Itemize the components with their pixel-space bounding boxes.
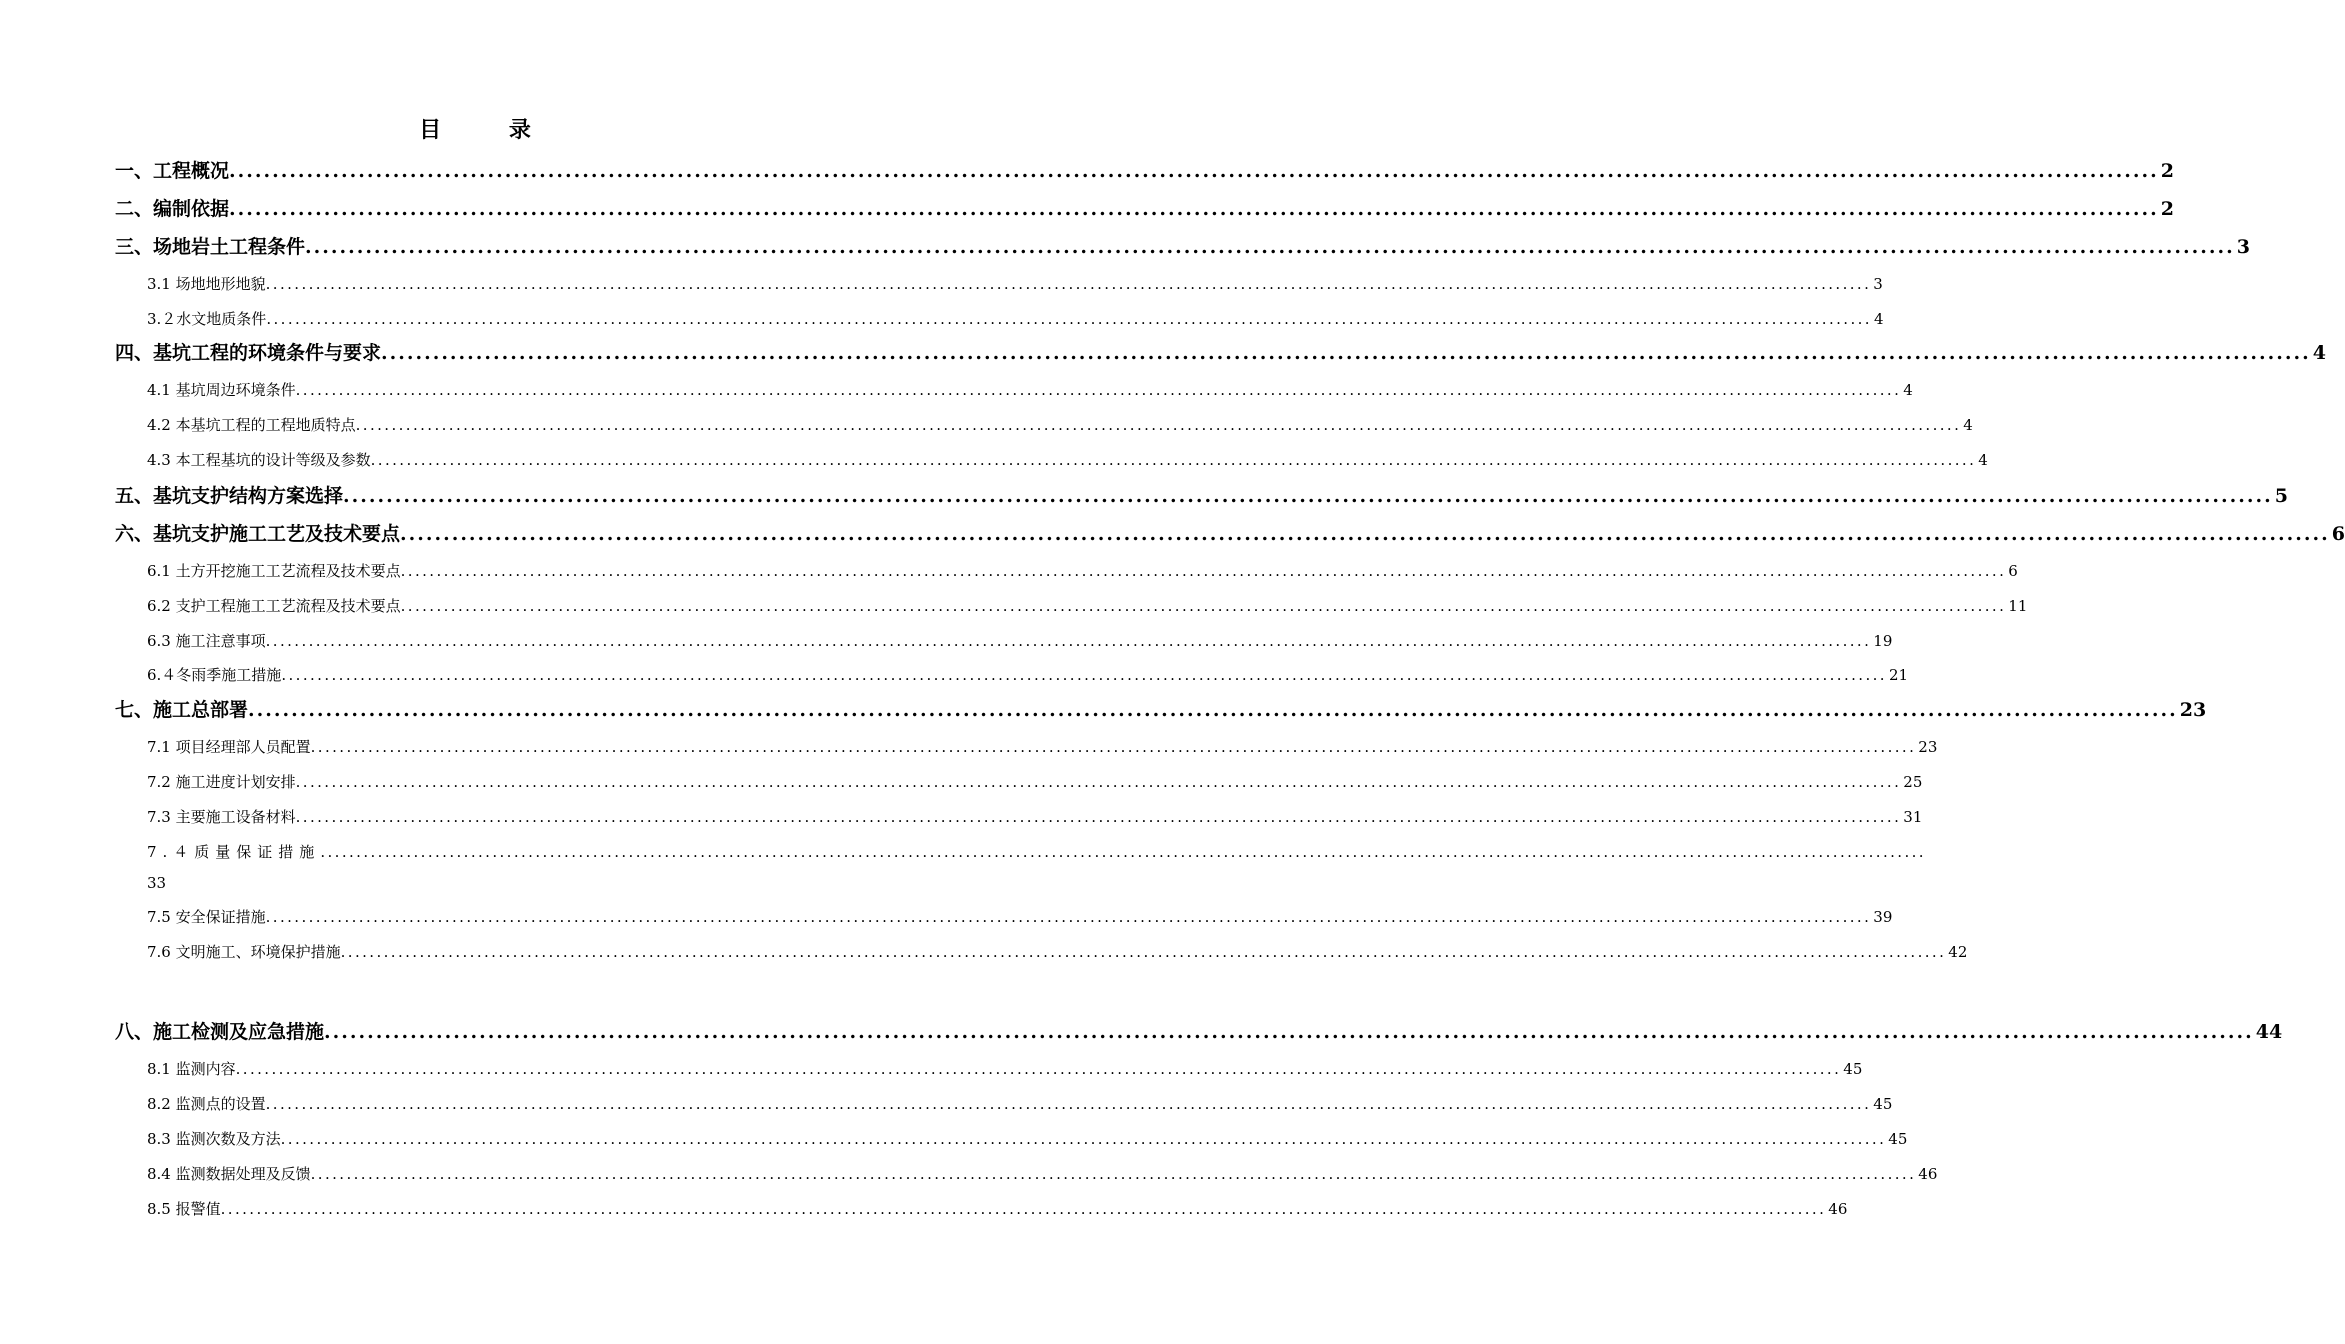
toc-entry-4[interactable]: [115, 339, 2326, 367]
dot-leader: ................................................................................................................................................................................................................................: [265, 1095, 1872, 1113]
toc-entry-label: 7.6 文明施工、环境保护措施: [147, 943, 341, 961]
toc-page-number: 45: [1873, 1095, 1893, 1113]
toc-entry-8-2[interactable]: [147, 1092, 1893, 1116]
toc-page-number: 44: [2255, 1021, 2283, 1043]
dot-leader: ................................................................................................................................................................................................................................: [266, 310, 1872, 328]
toc-page-number: 6: [2008, 562, 2018, 580]
toc-title: 目 录: [419, 117, 561, 143]
toc-entry-1[interactable]: [115, 157, 2174, 185]
dot-leader: ................................................................................................................................................................................................................................: [265, 632, 1872, 650]
dot-leader: ................................................................................................................................................................................................................................: [295, 808, 1902, 826]
dot-leader: ................................................................................................................................................................................................................................: [305, 236, 2235, 258]
toc-entry-label: 6.1 土方开挖施工工艺流程及技术要点: [147, 562, 401, 580]
toc-page-number: 5: [2274, 485, 2288, 507]
toc-page-number: 46: [1828, 1200, 1848, 1218]
toc-entry-2[interactable]: [115, 195, 2174, 223]
toc-entry-7-5[interactable]: [147, 905, 1893, 929]
toc-page-number: 4: [1873, 310, 1884, 328]
dot-leader: ................................................................................................................................................................................................................................: [370, 451, 1977, 469]
toc-entry-7-4-page[interactable]: [147, 871, 166, 895]
toc-page-number: 3: [1873, 275, 1883, 293]
toc-page-number: 2: [2160, 160, 2174, 182]
toc-entry-label: 六、基坑支护施工工艺及技术要点: [115, 523, 401, 545]
dot-leader: ................................................................................................................................................................................................................................: [281, 666, 1887, 684]
toc-entry-label: 8.3 监测次数及方法: [147, 1130, 281, 1148]
dot-leader: ................................................................................................................................................................................................................................: [295, 773, 1902, 791]
dot-leader: ................................................................................................................................................................................................................................: [295, 381, 1902, 399]
toc-entry-label: 8.5 报警值: [147, 1200, 221, 1218]
toc-page-number: 33: [147, 874, 167, 892]
dot-leader: ................................................................................................................................................................................................................................: [340, 943, 1947, 961]
toc-entry-4-2[interactable]: [147, 413, 1973, 437]
toc-entry-6-2[interactable]: [147, 594, 2028, 618]
toc-page-number: 42: [1948, 943, 1968, 961]
toc-page-number: 4: [1903, 381, 1913, 399]
toc-entry-label: 6.2 支护工程施工工艺流程及技术要点: [147, 597, 401, 615]
toc-entry-label: 4.2 本基坑工程的工程地质特点: [147, 416, 356, 434]
toc-page-number: 23: [2179, 699, 2207, 721]
toc-page-number: 25: [1903, 773, 1923, 791]
toc-entry-label: 7.４质量保证措施: [147, 843, 321, 861]
dot-leader: ................................................................................................................................................................................................................................: [324, 1021, 2254, 1043]
toc-entry-7-2[interactable]: [147, 770, 1923, 794]
toc-entry-label: 7.3 主要施工设备材料: [147, 808, 296, 826]
toc-entry-7-3[interactable]: [147, 805, 1923, 829]
toc-entry-8-1[interactable]: [147, 1057, 1863, 1081]
dot-leader: ................................................................................................................................................................................................................................: [400, 562, 2007, 580]
toc-page-number: 4: [2312, 342, 2326, 364]
toc-entry-6-4[interactable]: [147, 663, 1909, 687]
toc-page-number: 4: [1978, 451, 1988, 469]
toc-entry-8-3[interactable]: [147, 1127, 1908, 1151]
toc-entry-label: 4.1 基坑周边环境条件: [147, 381, 296, 399]
toc-entry-3[interactable]: [115, 233, 2250, 261]
toc-entry-4-3[interactable]: [147, 448, 1988, 472]
toc-entry-8-4[interactable]: [147, 1162, 1938, 1186]
toc-entry-label: 7.1 项目经理部人员配置: [147, 738, 311, 756]
toc-entry-label: 七、施工总部署: [115, 699, 249, 721]
toc-page-number: 6: [2331, 523, 2345, 545]
toc-page-number: 21: [1888, 666, 1909, 684]
toc-entry-label: 8.4 监测数据处理及反馈: [147, 1165, 311, 1183]
toc-entry-label: 3.２水文地质条件: [147, 310, 267, 328]
dot-leader: ................................................................................................................................................................................................................................: [235, 1060, 1842, 1078]
toc-entry-label: 8.2 监测点的设置: [147, 1095, 266, 1113]
dot-leader: ................................................................................................................................................................................................................................: [310, 738, 1917, 756]
toc-page-number: 23: [1918, 738, 1938, 756]
toc-page-number: 11: [2008, 597, 2028, 615]
toc-entry-label: 一、工程概况: [115, 160, 230, 182]
toc-entry-8-5[interactable]: [147, 1197, 1848, 1221]
dot-leader: ................................................................................................................................................................................................................................: [400, 523, 2330, 545]
toc-entry-7[interactable]: [115, 696, 2207, 724]
dot-leader: ................................................................................................................................................................................................................................: [400, 597, 2007, 615]
toc-entry-label: 3.1 场地地形地貌: [147, 275, 266, 293]
toc-entry-6-3[interactable]: [147, 629, 1893, 653]
toc-page-number: 45: [1888, 1130, 1908, 1148]
dot-leader: ................................................................................................................................................................................................................................: [220, 1200, 1827, 1218]
dot-leader: ................................................................................................................................................................................................................................: [320, 843, 1926, 861]
toc-page-number: 4: [1963, 416, 1973, 434]
toc-entry-label: 8.1 监测内容: [147, 1060, 236, 1078]
toc-entry-7-1[interactable]: [147, 735, 1938, 759]
dot-leader: ................................................................................................................................................................................................................................: [229, 198, 2159, 220]
toc-entry-label: 7.5 安全保证措施: [147, 908, 266, 926]
toc-entry-7-4[interactable]: [147, 840, 1926, 864]
dot-leader: ................................................................................................................................................................................................................................: [343, 485, 2273, 507]
toc-entry-label: 五、基坑支护结构方案选择: [115, 485, 344, 507]
toc-entry-3-2[interactable]: [147, 307, 1884, 331]
toc-entry-label: 4.3 本工程基坑的设计等级及参数: [147, 451, 371, 469]
toc-entry-7-6[interactable]: [147, 940, 1968, 964]
toc-entry-4-1[interactable]: [147, 378, 1913, 402]
dot-leader: ................................................................................................................................................................................................................................: [310, 1165, 1917, 1183]
toc-page-number: 19: [1873, 632, 1893, 650]
toc-page-number: 2: [2160, 198, 2174, 220]
toc-entry-label: 6.４冬雨季施工措施: [147, 666, 282, 684]
toc-page-number: 31: [1903, 808, 1923, 826]
toc-entry-label: 二、编制依据: [115, 198, 230, 220]
dot-leader: ................................................................................................................................................................................................................................: [280, 1130, 1887, 1148]
toc-page-number: 39: [1873, 908, 1893, 926]
toc-page-number: 3: [2236, 236, 2250, 258]
toc-entry-label: 7.2 施工进度计划安排: [147, 773, 296, 791]
toc-page-number: 45: [1843, 1060, 1863, 1078]
toc-entry-label: 三、场地岩土工程条件: [115, 236, 306, 258]
dot-leader: ................................................................................................................................................................................................................................: [265, 275, 1872, 293]
toc-entry-6-1[interactable]: [147, 559, 2018, 583]
toc-entry-label: 四、基坑工程的环境条件与要求: [115, 342, 382, 364]
dot-leader: ................................................................................................................................................................................................................................: [355, 416, 1962, 434]
toc-page-number: 46: [1918, 1165, 1938, 1183]
dot-leader: ................................................................................................................................................................................................................................: [248, 699, 2178, 721]
dot-leader: ................................................................................................................................................................................................................................: [229, 160, 2159, 182]
toc-entry-3-1[interactable]: [147, 272, 1883, 296]
dot-leader: ................................................................................................................................................................................................................................: [265, 908, 1872, 926]
toc-entry-5[interactable]: [115, 482, 2288, 510]
dot-leader: ................................................................................................................................................................................................................................: [381, 342, 2311, 364]
toc-entry-6[interactable]: [115, 520, 2345, 548]
toc-entry-label: 八、施工检测及应急措施: [115, 1021, 325, 1043]
toc-entry-label: 6.3 施工注意事项: [147, 632, 266, 650]
toc-entry-8[interactable]: [115, 1018, 2283, 1046]
